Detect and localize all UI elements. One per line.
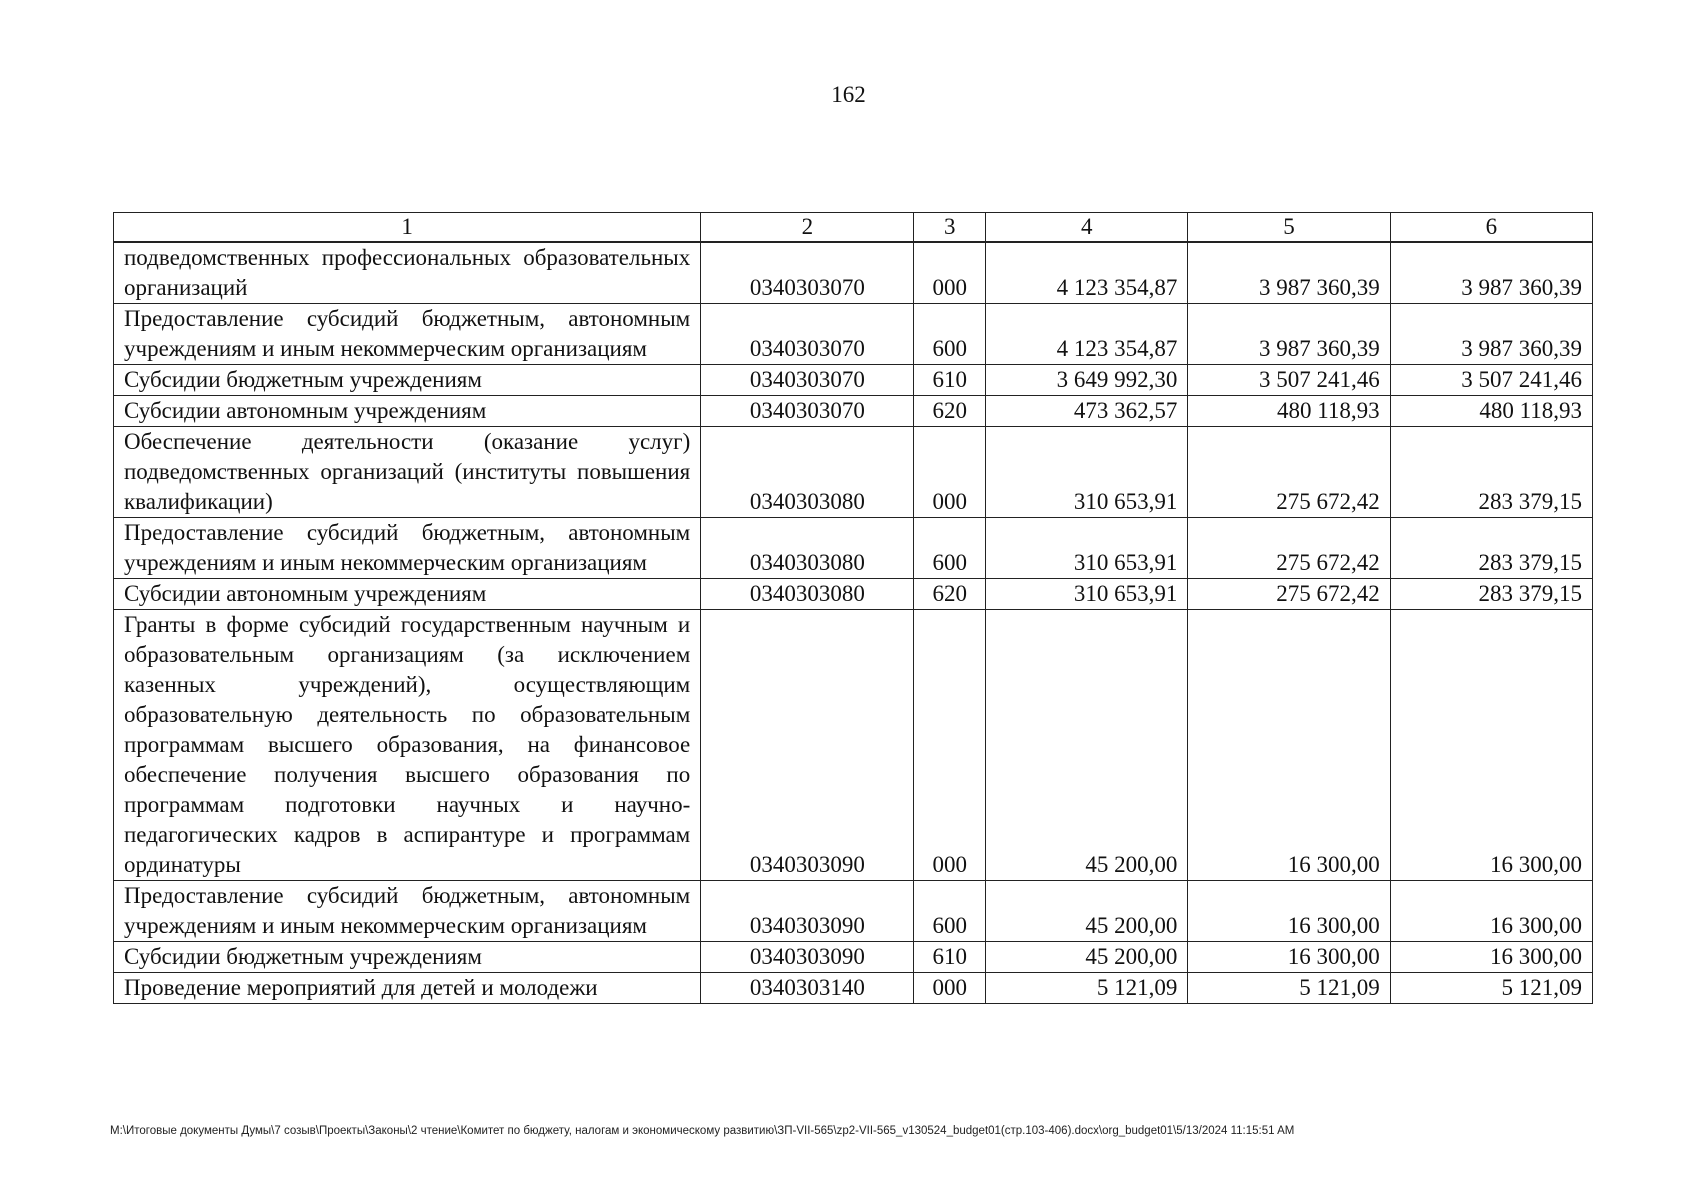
target-code-cell: 0340303090 xyxy=(701,610,914,881)
amount-col6-cell: 16 300,00 xyxy=(1390,610,1592,881)
page-number: 162 xyxy=(831,82,866,107)
expense-type-cell: 620 xyxy=(914,579,986,610)
item-name-cell: Субсидии автономным учреждениям xyxy=(114,579,701,610)
table-row xyxy=(114,365,1593,396)
amount-col4-cell: 310 653,91 xyxy=(986,518,1188,579)
target-code-cell: 0340303090 xyxy=(701,881,914,942)
amount-col4-cell: 45 200,00 xyxy=(986,881,1188,942)
table-header-row xyxy=(114,213,1593,243)
amount-col6-cell: 283 379,15 xyxy=(1390,579,1592,610)
expense-type-cell: 000 xyxy=(914,242,986,304)
expense-type-cell: 600 xyxy=(914,304,986,365)
amount-col6-cell: 16 300,00 xyxy=(1390,881,1592,942)
expense-type-cell: 610 xyxy=(914,942,986,973)
target-code-cell: 0340303070 xyxy=(701,396,914,427)
amount-col5-cell: 3 987 360,39 xyxy=(1188,304,1390,365)
item-name-cell: подведомственных профессиональных образовательных организаций xyxy=(114,242,701,304)
expense-type-cell: 620 xyxy=(914,396,986,427)
table-row xyxy=(114,518,1593,579)
expense-type-cell: 000 xyxy=(914,610,986,881)
table-row xyxy=(114,881,1593,942)
expense-type-cell: 000 xyxy=(914,973,986,1004)
table-row xyxy=(114,304,1593,365)
header-cell-2: 2 xyxy=(701,213,914,243)
item-name-cell: Субсидии бюджетным учреждениям xyxy=(114,365,701,396)
amount-col4-cell: 310 653,91 xyxy=(986,579,1188,610)
target-code-cell: 0340303080 xyxy=(701,427,914,518)
expense-type-cell: 000 xyxy=(914,427,986,518)
amount-col6-cell: 283 379,15 xyxy=(1390,518,1592,579)
item-name-cell: Субсидии бюджетным учреждениям xyxy=(114,942,701,973)
item-name-cell: Проведение мероприятий для детей и молодежи xyxy=(114,973,701,1004)
target-code-cell: 0340303070 xyxy=(701,365,914,396)
target-code-cell: 0340303140 xyxy=(701,973,914,1004)
item-name-cell: Субсидии автономным учреждениям xyxy=(114,396,701,427)
amount-col6-cell: 3 507 241,46 xyxy=(1390,365,1592,396)
amount-col5-cell: 16 300,00 xyxy=(1188,610,1390,881)
amount-col4-cell: 4 123 354,87 xyxy=(986,304,1188,365)
amount-col5-cell: 3 987 360,39 xyxy=(1188,242,1390,304)
amount-col4-cell: 45 200,00 xyxy=(986,942,1188,973)
target-code-cell: 0340303080 xyxy=(701,518,914,579)
item-name-cell: Предоставление субсидий бюджетным, автономным учреждениям и иным некоммерческим организациям xyxy=(114,881,701,942)
amount-col4-cell: 3 649 992,30 xyxy=(986,365,1188,396)
amount-col5-cell: 16 300,00 xyxy=(1188,881,1390,942)
item-name-cell: Предоставление субсидий бюджетным, автономным учреждениям и иным некоммерческим организациям xyxy=(114,304,701,365)
item-name-cell: Обеспечение деятельности (оказание услуг) подведомственных организаций (институты повышения квалификации) xyxy=(114,427,701,518)
amount-col5-cell: 5 121,09 xyxy=(1188,973,1390,1004)
amount-col6-cell: 283 379,15 xyxy=(1390,427,1592,518)
amount-col4-cell: 310 653,91 xyxy=(986,427,1188,518)
amount-col6-cell: 3 987 360,39 xyxy=(1390,242,1592,304)
footer-file-path: M:\Итоговые документы Думы\7 созыв\Проекты\Законы\2 чтение\Комитет по бюджету, налогам и экономическому развитию\ЗП-VII-565\zp2-VII-565_v130524_budget01(стр.103-406).docx\org_budget01\5/13/2024 11:15:51 AM xyxy=(110,1125,1295,1137)
table-row xyxy=(114,242,1593,304)
target-code-cell: 0340303070 xyxy=(701,304,914,365)
amount-col4-cell: 473 362,57 xyxy=(986,396,1188,427)
header-cell-3: 3 xyxy=(914,213,986,243)
amount-col4-cell: 5 121,09 xyxy=(986,973,1188,1004)
table-body xyxy=(114,213,1593,1004)
table-row xyxy=(114,396,1593,427)
header-cell-6: 6 xyxy=(1390,213,1592,243)
amount-col5-cell: 3 507 241,46 xyxy=(1188,365,1390,396)
item-name-cell: Гранты в форме субсидий государственным научным и образовательным организациям (за исключением казенных учреждений), осуществляющим образовательную деятельность по образовательным программам высшего образования, на финансовое обеспечение получения высшего образования по программам подготовки научных и научно-педагогических кадров в аспирантуре и программам ординатуры xyxy=(114,610,701,881)
table-row xyxy=(114,610,1593,881)
table-row xyxy=(114,973,1593,1004)
amount-col5-cell: 275 672,42 xyxy=(1188,427,1390,518)
budget-table xyxy=(113,212,1593,1004)
header-cell-4: 4 xyxy=(986,213,1188,243)
amount-col5-cell: 275 672,42 xyxy=(1188,579,1390,610)
amount-col6-cell: 16 300,00 xyxy=(1390,942,1592,973)
expense-type-cell: 600 xyxy=(914,518,986,579)
amount-col6-cell: 5 121,09 xyxy=(1390,973,1592,1004)
item-name-cell: Предоставление субсидий бюджетным, автономным учреждениям и иным некоммерческим организациям xyxy=(114,518,701,579)
amount-col4-cell: 4 123 354,87 xyxy=(986,242,1188,304)
amount-col5-cell: 16 300,00 xyxy=(1188,942,1390,973)
target-code-cell: 0340303070 xyxy=(701,242,914,304)
expense-type-cell: 610 xyxy=(914,365,986,396)
amount-col6-cell: 3 987 360,39 xyxy=(1390,304,1592,365)
amount-col5-cell: 275 672,42 xyxy=(1188,518,1390,579)
header-cell-5: 5 xyxy=(1188,213,1390,243)
table-row xyxy=(114,942,1593,973)
amount-col6-cell: 480 118,93 xyxy=(1390,396,1592,427)
target-code-cell: 0340303080 xyxy=(701,579,914,610)
table-row xyxy=(114,579,1593,610)
amount-col4-cell: 45 200,00 xyxy=(986,610,1188,881)
header-cell-1: 1 xyxy=(114,213,701,243)
amount-col5-cell: 480 118,93 xyxy=(1188,396,1390,427)
table-row xyxy=(114,427,1593,518)
expense-type-cell: 600 xyxy=(914,881,986,942)
target-code-cell: 0340303090 xyxy=(701,942,914,973)
